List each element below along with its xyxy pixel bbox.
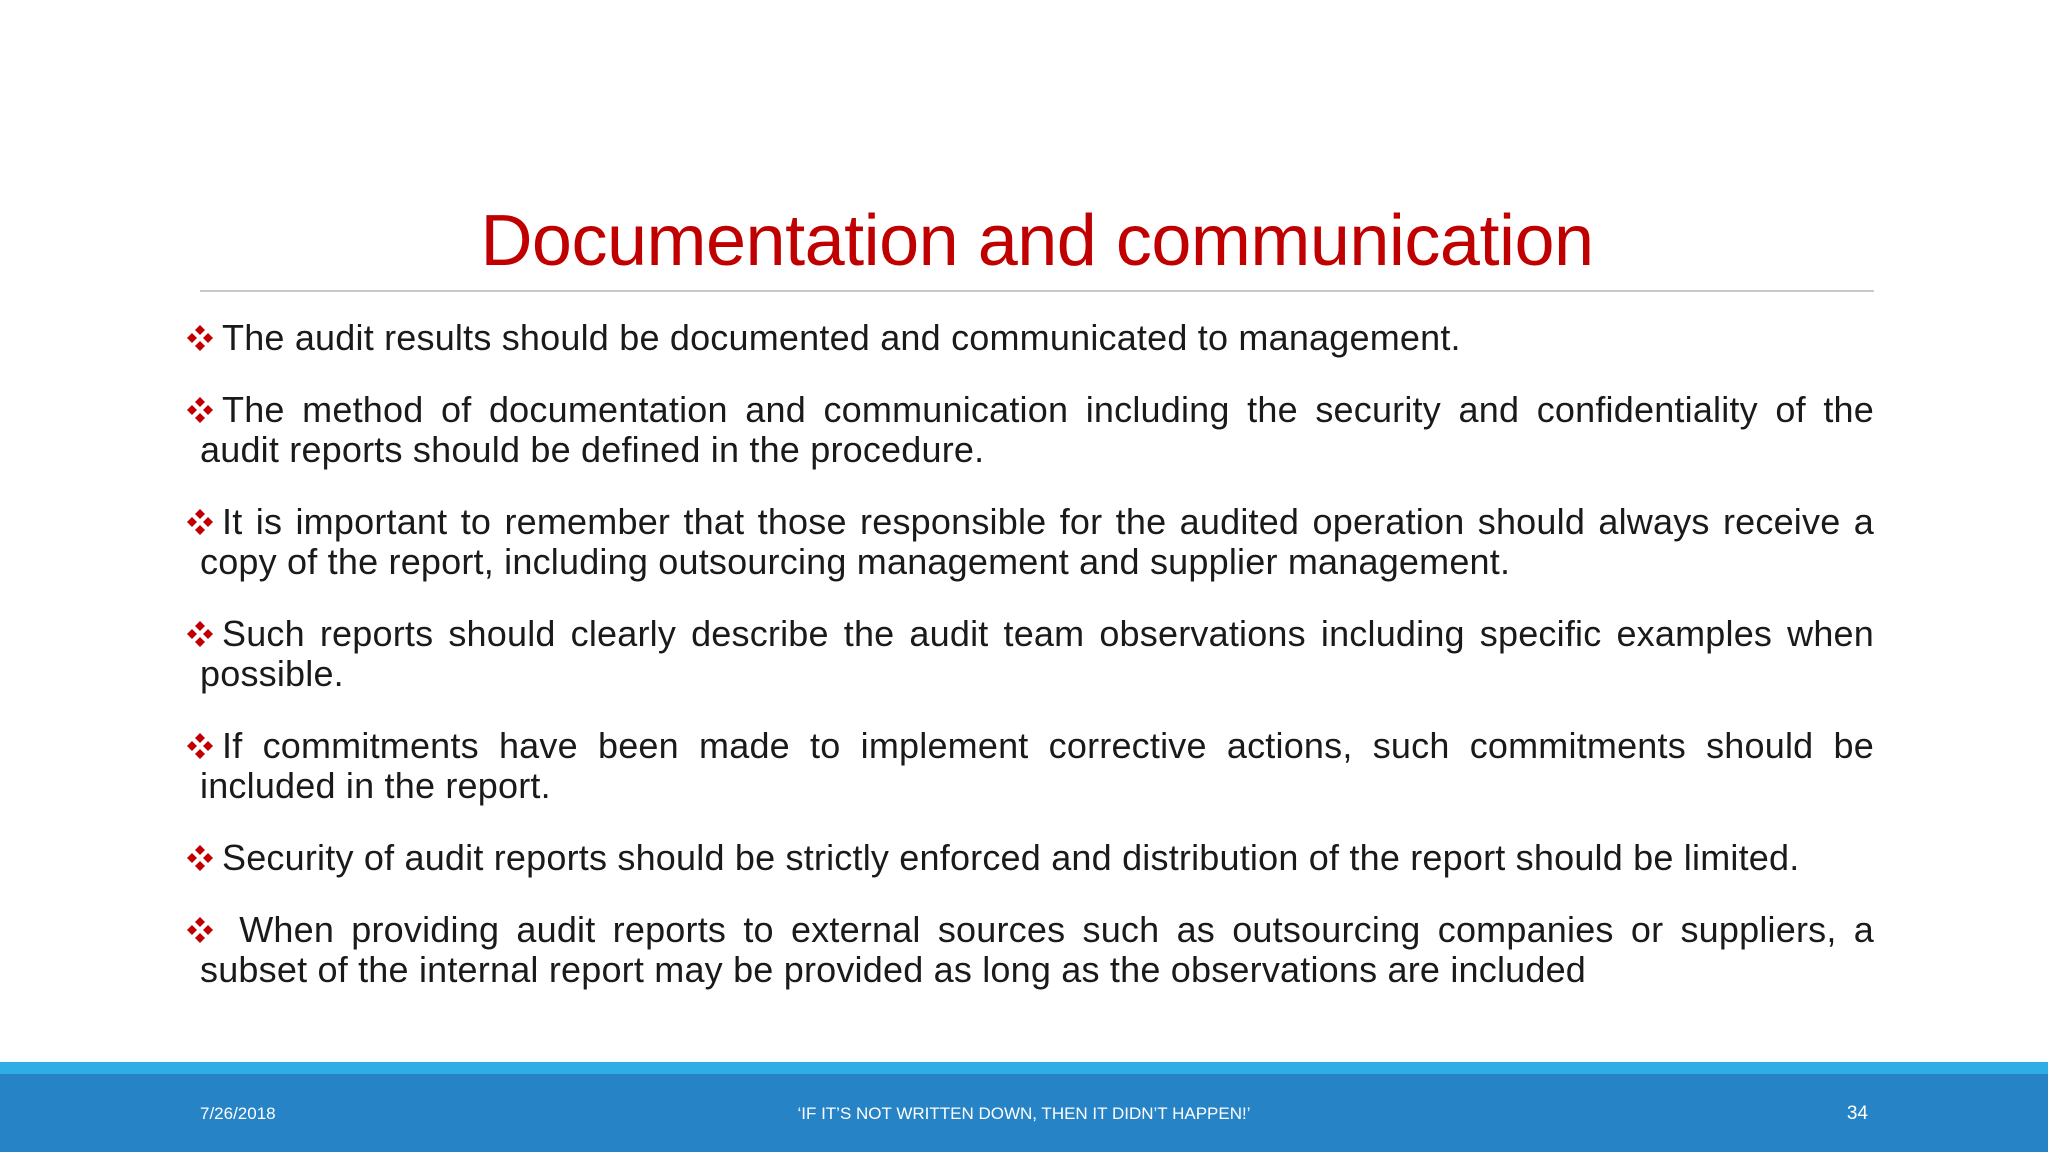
bullet-text: When providing audit reports to external sources such as outsourcing companies or suppliers, a subset of the internal report may be provided as long as the observations are included	[200, 909, 1874, 990]
footer-accent-stripe	[0, 1062, 2048, 1074]
bullet-text: If commitments have been made to implement corrective actions, such commitments should be included in the report.	[200, 725, 1874, 806]
title-divider	[200, 290, 1874, 292]
bullet-text: The method of documentation and communication including the security and confidentiality of the audit reports should be defined in the procedure.	[200, 389, 1874, 470]
diamond-quad-bullet-icon	[186, 844, 214, 872]
bullet-item	[186, 614, 1874, 694]
footer-motto: ‘IF IT’S NOT WRITTEN DOWN, THEN IT DIDN’T HAPPEN!’	[797, 1104, 1251, 1123]
diamond-quad-bullet-icon	[186, 324, 214, 352]
bullet-item	[186, 390, 1874, 470]
slide-number: 34	[1846, 1103, 1868, 1124]
diamond-quad-bullet-icon	[186, 732, 214, 760]
bullet-item	[186, 910, 1874, 990]
bullet-text: The audit results should be documented and communicated to management.	[222, 317, 1461, 358]
bullet-item	[186, 502, 1874, 582]
bullet-item	[186, 318, 1874, 358]
diamond-quad-bullet-icon	[186, 916, 214, 944]
diamond-quad-bullet-icon	[186, 508, 214, 536]
bullet-list	[186, 318, 1874, 1022]
diamond-quad-bullet-icon	[186, 396, 214, 424]
bullet-item	[186, 838, 1874, 878]
diamond-quad-bullet-icon	[186, 620, 214, 648]
bullet-text: Such reports should clearly describe the audit team observations including specific examples when possible.	[200, 613, 1874, 694]
slide-title: Documentation and communication	[480, 201, 1594, 281]
bullet-text: Security of audit reports should be strictly enforced and distribution of the report should be limited.	[222, 837, 1800, 878]
bullet-item	[186, 726, 1874, 806]
footer-date: 7/26/2018	[200, 1104, 276, 1123]
bullet-text: It is important to remember that those responsible for the audited operation should always receive a copy of the report, including outsourcing management and supplier management.	[200, 501, 1874, 582]
